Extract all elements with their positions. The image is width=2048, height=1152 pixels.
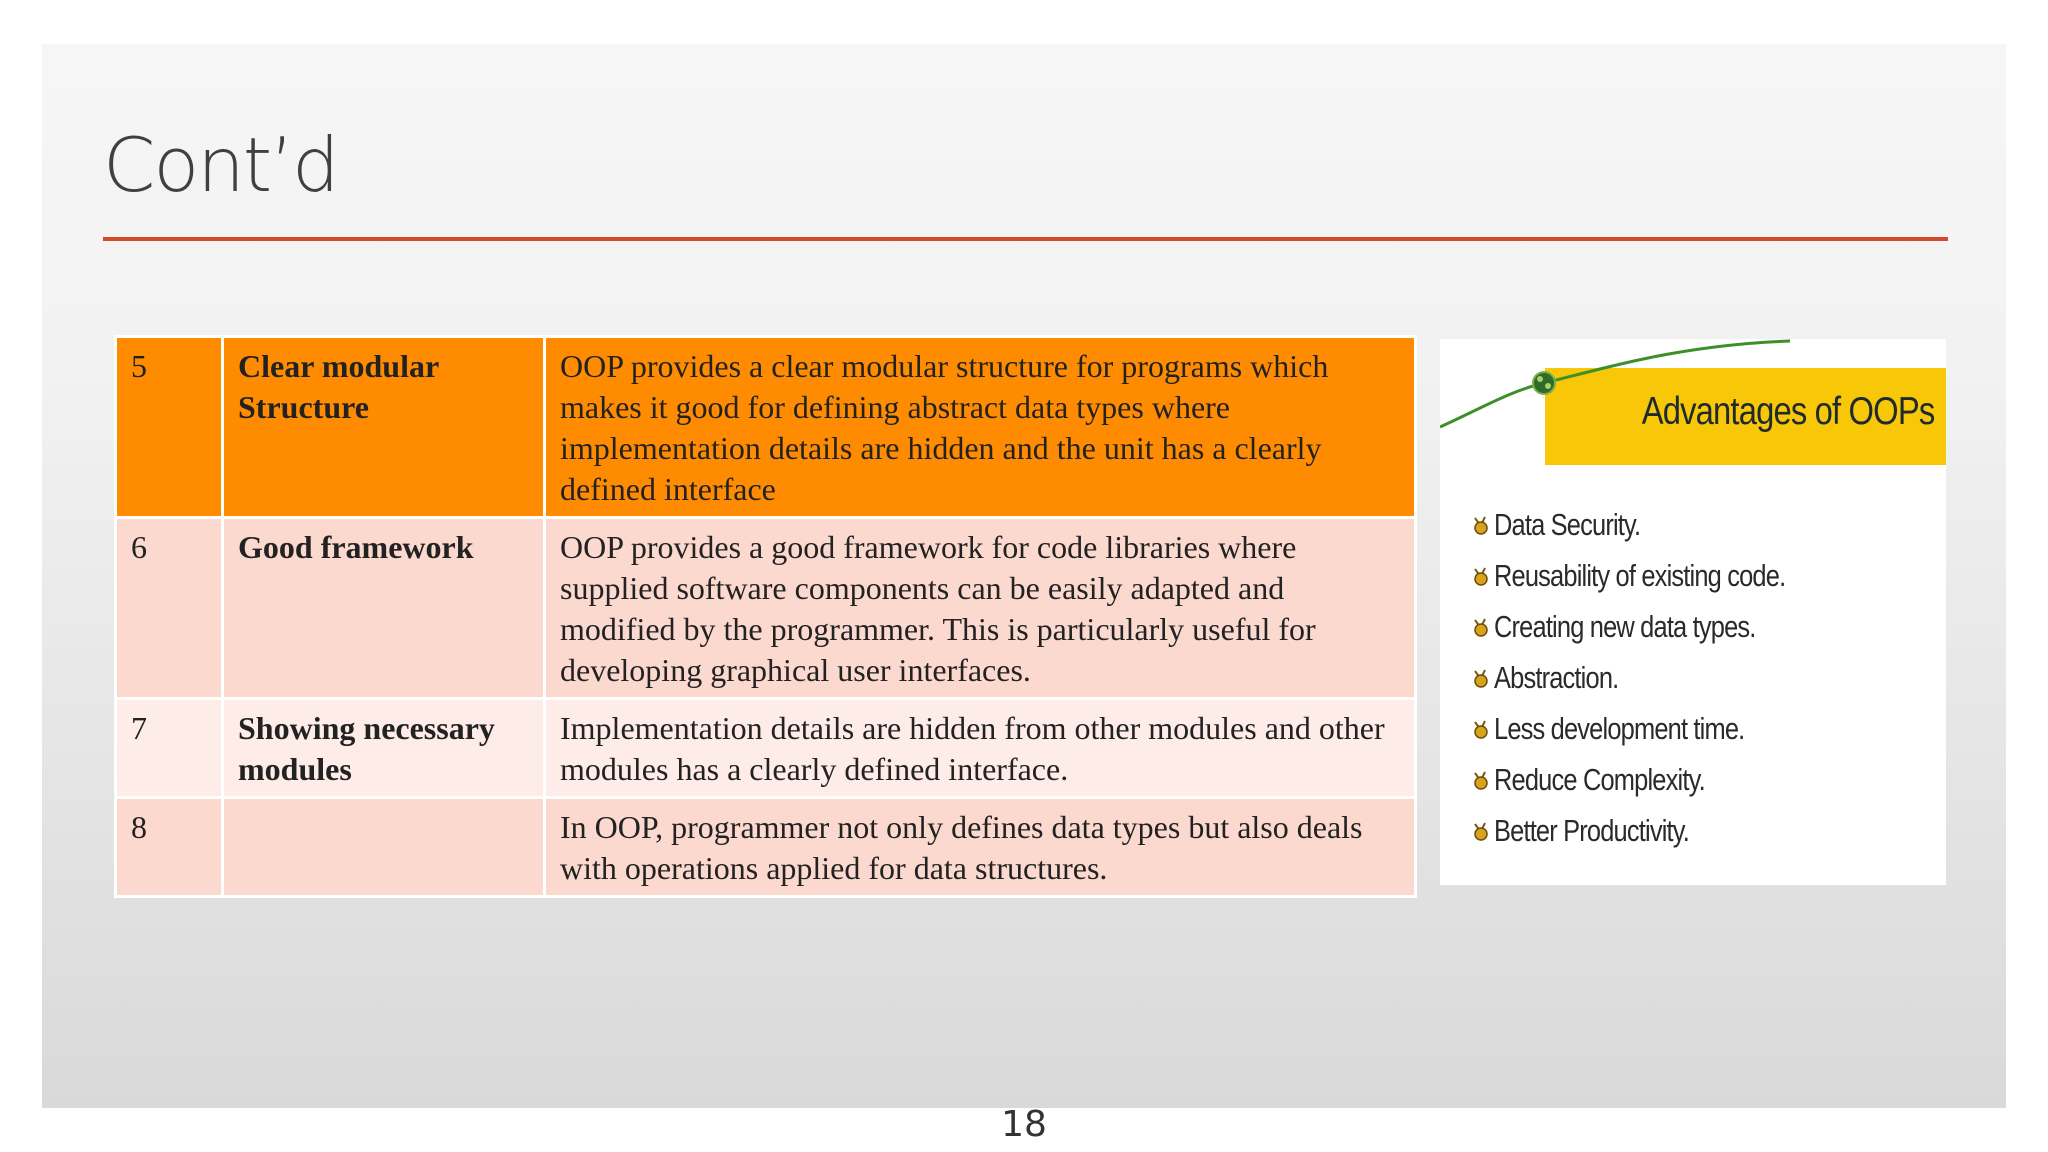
list-item: Reusability of existing code. <box>1470 550 1849 601</box>
leaf-bullet-icon <box>1470 514 1492 536</box>
list-item: Creating new data types. <box>1470 601 1849 652</box>
row-feature <box>223 798 545 897</box>
leaf-bullet-icon <box>1470 667 1492 689</box>
leaf-bullet-icon <box>1470 718 1492 740</box>
advantages-table <box>114 335 1417 898</box>
leaf-bullet-icon <box>1470 565 1492 587</box>
slide <box>42 44 2006 1108</box>
row-feature: Good framework <box>223 518 545 699</box>
row-description: OOP provides a clear modular structure for programs which makes it good for defining abstract data types where implementation details are hidden and the unit has a clearly defined interface <box>545 337 1416 518</box>
table-row <box>116 518 1416 699</box>
banner-title: Advantages of OOPs <box>1641 390 1934 433</box>
list-item: Less development time. <box>1470 703 1849 754</box>
list-item: Better Productivity. <box>1470 805 1849 856</box>
leaf-bullet-icon <box>1470 820 1492 842</box>
leaf-bullet-icon <box>1470 616 1492 638</box>
list-item: Data Security. <box>1470 499 1849 550</box>
advantages-list <box>1470 499 1849 856</box>
row-description: OOP provides a good framework for code libraries where supplied software components can be easily adapted and modified by the programmer. This is particularly useful for developing graphical user interfaces. <box>545 518 1416 699</box>
swoosh-decoration <box>1440 339 1946 439</box>
row-feature: Clear modular Structure <box>223 337 545 518</box>
table-row <box>116 699 1416 798</box>
list-item: Reduce Complexity. <box>1470 754 1849 805</box>
table-row <box>116 798 1416 897</box>
row-number: 7 <box>116 699 223 798</box>
row-number: 5 <box>116 337 223 518</box>
page-number: 18 <box>1001 1104 1047 1145</box>
row-number: 6 <box>116 518 223 699</box>
list-item: Abstraction. <box>1470 652 1849 703</box>
leaf-bullet-icon <box>1470 769 1492 791</box>
row-description: Implementation details are hidden from other modules and other modules has a clearly defined interface. <box>545 699 1416 798</box>
row-description: In OOP, programmer not only defines data types but also deals with operations applied for data structures. <box>545 798 1416 897</box>
table-row <box>116 337 1416 518</box>
row-number: 8 <box>116 798 223 897</box>
slide-title: Cont’d <box>103 121 338 209</box>
title-underline <box>103 237 1948 241</box>
row-feature: Showing necessary modules <box>223 699 545 798</box>
advantages-image <box>1440 339 1946 885</box>
